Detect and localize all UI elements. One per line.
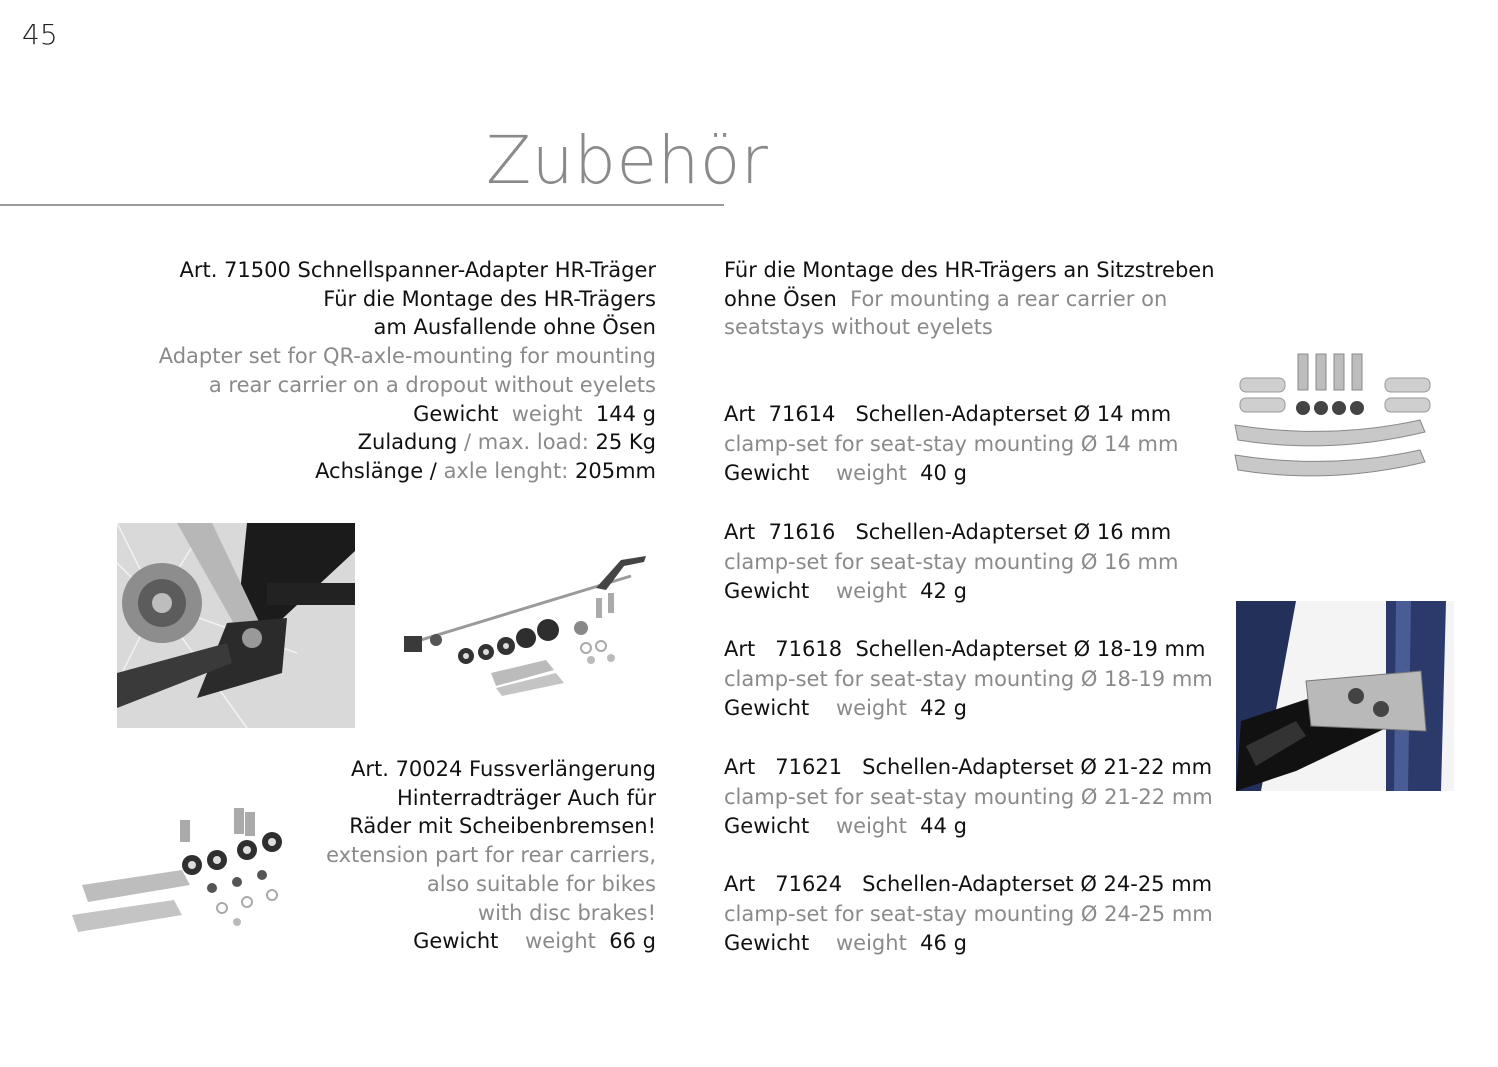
item-71500-en-line1: Adapter set for QR-axle-mounting for mounting (158, 344, 656, 369)
clamp-set-71614: Art 71614 Schellen-Adapterset Ø 14 mm clamp-set for seat-stay mounting Ø 14 mm Gewicht weight 40 g (724, 402, 1179, 485)
clamp-set-parts-photo (1220, 340, 1470, 500)
intro-line2: ohne Ösen For mounting a rear carrier on (724, 286, 1168, 311)
page-number: 45 (22, 18, 58, 51)
item-70024-en-line1: extension part for rear carriers, (326, 843, 656, 868)
item-70024-weight: Gewicht weight 66 g (413, 929, 656, 954)
intro-en-line2: seatstays without eyelets (724, 315, 993, 340)
clamp-set-71616: Art 71616 Schellen-Adapterset Ø 16 mm clamp-set for seat-stay mounting Ø 16 mm Gewicht weight 42 g (724, 520, 1179, 603)
item-70024-description (256, 755, 656, 956)
clamp-set-71618: Art 71618 Schellen-Adapterset Ø 18-19 mm clamp-set for seat-stay mounting Ø 18-19 mm Gewicht weight 42 g (724, 637, 1213, 720)
clamp-mounted-photo (1236, 601, 1454, 791)
page-title: Zubehör (486, 122, 769, 199)
item-71500-load: Zuladung / max. load: 25 Kg (357, 430, 656, 455)
clamp-set-71621: Art 71621 Schellen-Adapterset Ø 21-22 mm clamp-set for seat-stay mounting Ø 21-22 mm Gewicht weight 44 g (724, 755, 1213, 838)
item-70024-line3: Räder mit Scheibenbremsen! (349, 814, 656, 839)
dropout-photo (117, 523, 355, 728)
item-71500-weight: Gewicht weight 144 g (413, 401, 656, 426)
item-71500-de-line2: am Ausfallende ohne Ösen (373, 315, 656, 340)
item-70024-en-line2: also suitable for bikes (426, 871, 656, 896)
item-71500-de-line1: Für die Montage des HR-Trägers (323, 286, 656, 311)
item-71500-description (36, 256, 656, 486)
item-71500-title: Art. 71500 Schnellspanner-Adapter HR-Träger (179, 258, 656, 282)
item-70024-line2: Hinterradträger Auch für (396, 785, 656, 810)
qr-adapter-parts-photo (396, 548, 650, 696)
intro-de-line1: Für die Montage des HR-Trägers an Sitzstreben (724, 258, 1215, 282)
intro-text (724, 256, 1224, 342)
clamp-set-71624: Art 71624 Schellen-Adapterset Ø 24-25 mm clamp-set for seat-stay mounting Ø 24-25 mm Gewicht weight 46 g (724, 872, 1213, 955)
item-70024-line1: Art. 70024 Fussverlängerung (350, 757, 656, 781)
item-70024-en-line3: with disc brakes! (477, 900, 656, 925)
item-71500-axle: Achslänge / axle lenght: 205mm (315, 458, 656, 483)
title-divider (0, 204, 724, 206)
item-71500-en-line2: a rear carrier on a dropout without eyelets (208, 372, 656, 397)
